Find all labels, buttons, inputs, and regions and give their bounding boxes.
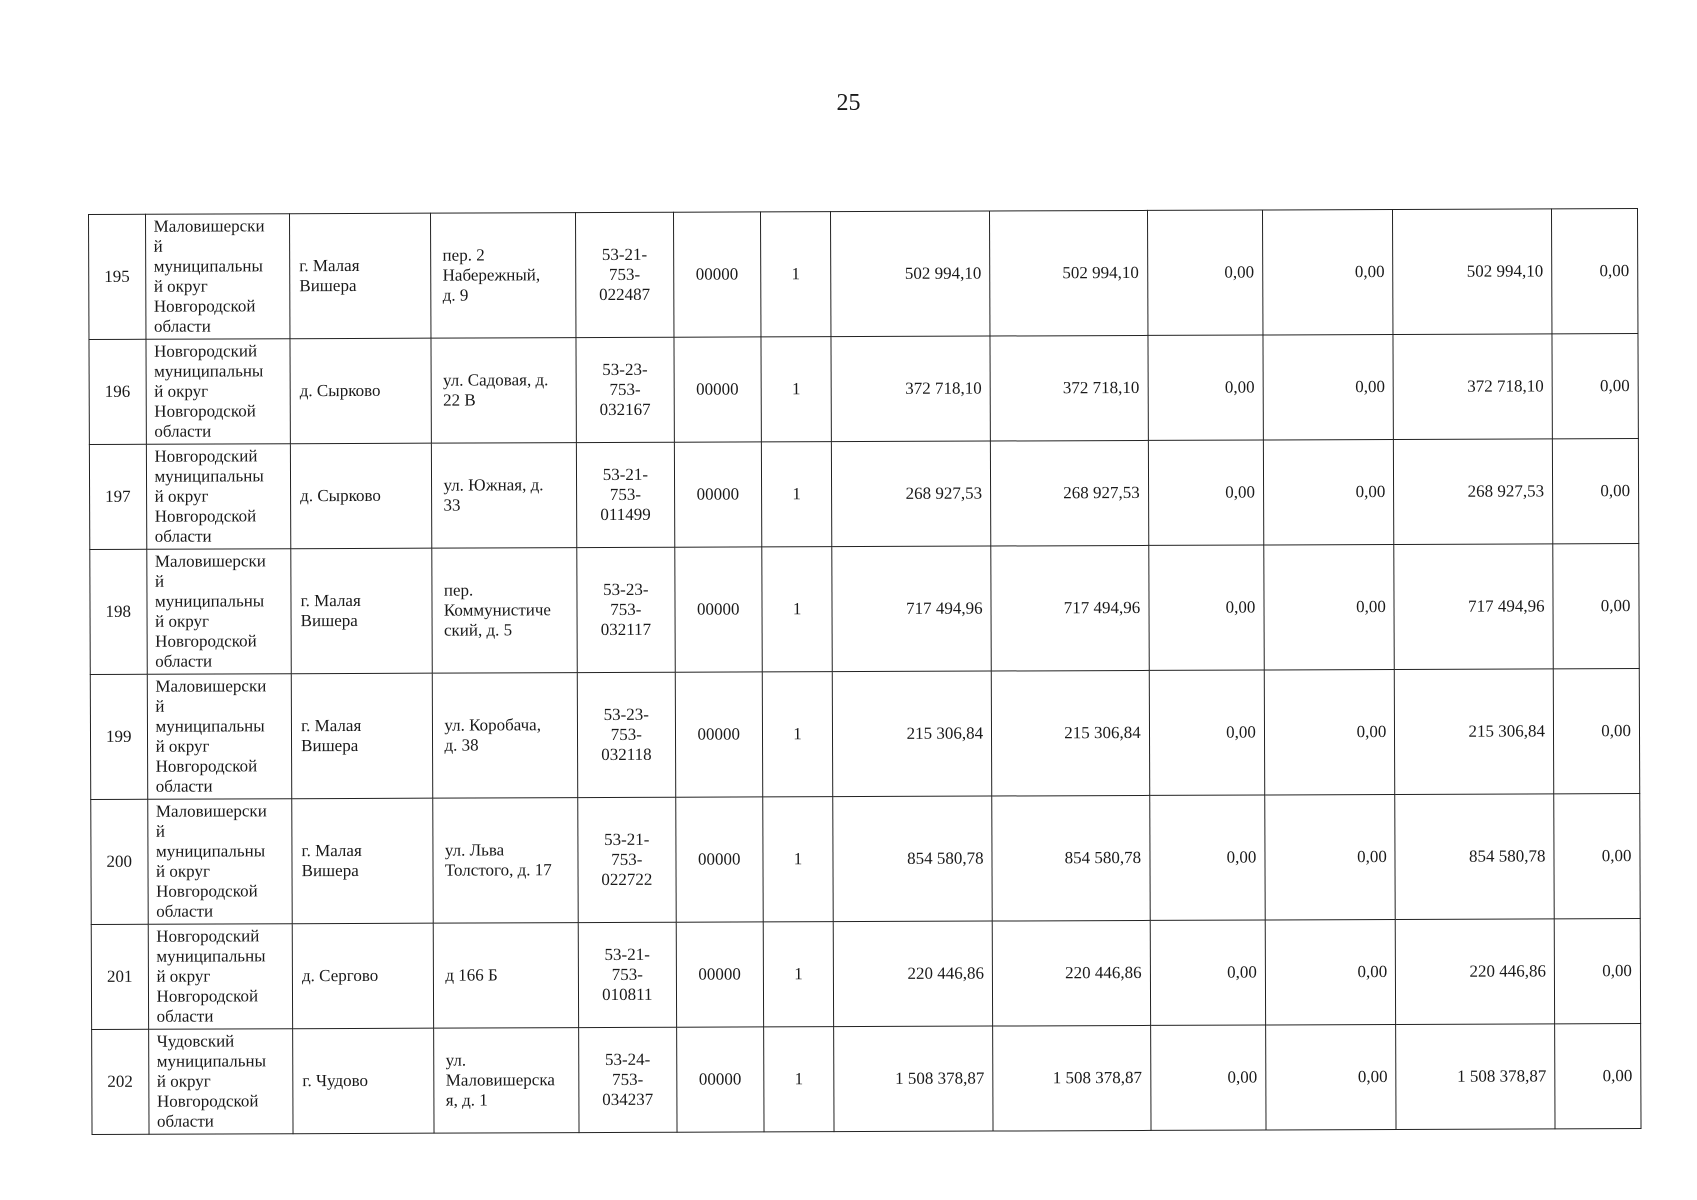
amount-4-cell: 0,00 [1264, 544, 1395, 669]
code-cell: 53-21- 753- 010811 [578, 922, 676, 1027]
table-row [90, 544, 1639, 675]
amount-1-cell: 220 446,86 [834, 921, 993, 1027]
address-cell: ул. Льва Толстого, д. 17 [433, 798, 578, 924]
amount-3-cell: 0,00 [1149, 795, 1265, 920]
amount-1-cell: 215 306,84 [833, 671, 992, 797]
locality-cell: г. Малая Вишера [290, 213, 432, 339]
amount-2-cell: 220 446,86 [992, 920, 1150, 1026]
amount-6-cell: 0,00 [1552, 334, 1638, 439]
zero-code-cell: 00000 [676, 922, 763, 1027]
table-row [89, 334, 1638, 445]
amount-3-cell: 0,00 [1147, 210, 1263, 335]
zero-code-cell: 00000 [673, 212, 760, 337]
row-number: 200 [91, 799, 148, 924]
amount-5-cell: 1 508 378,87 [1396, 1024, 1555, 1130]
count-cell: 1 [760, 212, 831, 337]
zero-code-cell: 00000 [674, 442, 761, 547]
amount-5-cell: 372 718,10 [1393, 334, 1552, 440]
municipality-cell: Новгородский муниципальны й округ Новгородской области [145, 339, 290, 445]
count-cell: 1 [762, 797, 833, 922]
address-cell: д 166 Б [434, 923, 579, 1029]
municipality-cell: Маловишерски й муниципальны й округ Новгородской области [147, 674, 292, 800]
table-row [91, 919, 1640, 1030]
amount-5-cell: 502 994,10 [1393, 209, 1552, 335]
table-row [90, 669, 1639, 800]
code-cell: 53-21- 753- 011499 [576, 442, 674, 547]
code-cell: 53-23- 753- 032118 [577, 672, 675, 797]
locality-cell: г. Малая Вишера [292, 798, 434, 924]
amount-4-cell: 0,00 [1266, 1024, 1397, 1130]
row-number: 196 [89, 339, 146, 444]
count-cell: 1 [763, 1027, 834, 1132]
count-cell: 1 [761, 442, 832, 547]
locality-cell: г. Чудово [293, 1028, 435, 1134]
table-row [92, 1024, 1641, 1135]
amount-3-cell: 0,00 [1148, 545, 1264, 670]
amount-3-cell: 0,00 [1148, 440, 1264, 545]
amount-1-cell: 1 508 378,87 [834, 1026, 993, 1132]
row-number: 195 [89, 214, 146, 339]
amount-4-cell: 0,00 [1265, 794, 1396, 919]
table-body [89, 209, 1642, 1135]
amount-1-cell: 268 927,53 [832, 441, 991, 547]
amount-5-cell: 220 446,86 [1396, 919, 1555, 1025]
locality-cell: д. Сырково [290, 338, 432, 444]
table-row [91, 794, 1640, 925]
amount-3-cell: 0,00 [1148, 335, 1264, 440]
amount-2-cell: 854 580,78 [992, 795, 1150, 921]
municipality-cell: Маловишерски й муниципальны й округ Новгородской области [147, 799, 292, 925]
amount-4-cell: 0,00 [1263, 334, 1394, 440]
municipality-cell: Маловишерски й муниципальны й округ Новгородской области [146, 549, 291, 675]
registry-table-wrapper [88, 208, 1642, 1135]
code-cell: 53-23- 753- 032117 [577, 547, 675, 672]
amount-1-cell: 717 494,96 [832, 546, 991, 672]
address-cell: ул. Коробача, д. 38 [433, 673, 578, 799]
code-cell: 53-21- 753- 022722 [578, 797, 676, 922]
amount-6-cell: 0,00 [1552, 209, 1638, 334]
address-cell: ул. Садовая, д. 22 В [431, 338, 576, 444]
amount-4-cell: 0,00 [1264, 669, 1395, 794]
zero-code-cell: 00000 [675, 547, 762, 672]
registry-table [88, 208, 1642, 1135]
locality-cell: г. Малая Вишера [291, 673, 433, 799]
amount-3-cell: 0,00 [1150, 920, 1266, 1025]
row-number: 199 [90, 674, 147, 799]
address-cell: пер. 2 Набережный, д. 9 [431, 213, 576, 339]
count-cell: 1 [761, 337, 832, 442]
amount-5-cell: 268 927,53 [1394, 439, 1553, 545]
amount-3-cell: 0,00 [1149, 670, 1265, 795]
zero-code-cell: 00000 [675, 672, 762, 797]
locality-cell: г. Малая Вишера [291, 548, 433, 674]
address-cell: ул. Южная, д. 33 [432, 443, 577, 549]
address-cell: пер. Коммунистиче ский, д. 5 [432, 548, 577, 674]
amount-2-cell: 268 927,53 [990, 440, 1148, 546]
table-row [89, 209, 1638, 340]
code-cell: 53-24- 753- 034237 [579, 1027, 677, 1132]
address-cell: ул. Маловишерска я, д. 1 [434, 1028, 579, 1134]
amount-4-cell: 0,00 [1262, 209, 1393, 334]
amount-5-cell: 854 580,78 [1395, 794, 1554, 920]
amount-2-cell: 717 494,96 [991, 545, 1149, 671]
amount-6-cell: 0,00 [1555, 1024, 1641, 1129]
amount-2-cell: 502 994,10 [990, 210, 1148, 336]
amount-4-cell: 0,00 [1263, 439, 1394, 545]
count-cell: 1 [762, 547, 833, 672]
amount-2-cell: 1 508 378,87 [993, 1025, 1151, 1131]
municipality-cell: Маловишерски й муниципальны й округ Новгородской области [145, 214, 290, 340]
zero-code-cell: 00000 [676, 797, 763, 922]
municipality-cell: Новгородский муниципальны й округ Новгородской области [146, 444, 291, 550]
row-number: 198 [90, 549, 147, 674]
zero-code-cell: 00000 [676, 1027, 763, 1132]
amount-6-cell: 0,00 [1552, 439, 1638, 544]
amount-5-cell: 717 494,96 [1394, 544, 1553, 670]
amount-1-cell: 854 580,78 [833, 796, 992, 922]
page-number: 25 [836, 90, 861, 116]
amount-1-cell: 502 994,10 [831, 211, 990, 337]
amount-4-cell: 0,00 [1265, 919, 1396, 1025]
amount-6-cell: 0,00 [1554, 794, 1640, 919]
municipality-cell: Новгородский муниципальны й округ Новгородской области [148, 924, 293, 1030]
amount-3-cell: 0,00 [1150, 1025, 1266, 1130]
code-cell: 53-21- 753- 022487 [575, 212, 673, 337]
row-number: 201 [91, 924, 148, 1029]
amount-2-cell: 215 306,84 [991, 670, 1149, 796]
row-number: 197 [89, 444, 146, 549]
count-cell: 1 [763, 922, 834, 1027]
count-cell: 1 [762, 672, 833, 797]
amount-6-cell: 0,00 [1553, 544, 1639, 669]
zero-code-cell: 00000 [674, 337, 761, 442]
row-number: 202 [92, 1029, 149, 1134]
code-cell: 53-23- 753- 032167 [576, 337, 674, 442]
amount-6-cell: 0,00 [1554, 919, 1640, 1024]
locality-cell: д. Сергово [292, 923, 434, 1029]
amount-6-cell: 0,00 [1553, 669, 1639, 794]
municipality-cell: Чудовский муниципальны й округ Новгородской области [148, 1029, 293, 1135]
amount-2-cell: 372 718,10 [990, 335, 1148, 441]
locality-cell: д. Сырково [290, 443, 432, 549]
amount-1-cell: 372 718,10 [831, 336, 990, 442]
amount-5-cell: 215 306,84 [1395, 669, 1554, 795]
table-row [89, 439, 1638, 550]
